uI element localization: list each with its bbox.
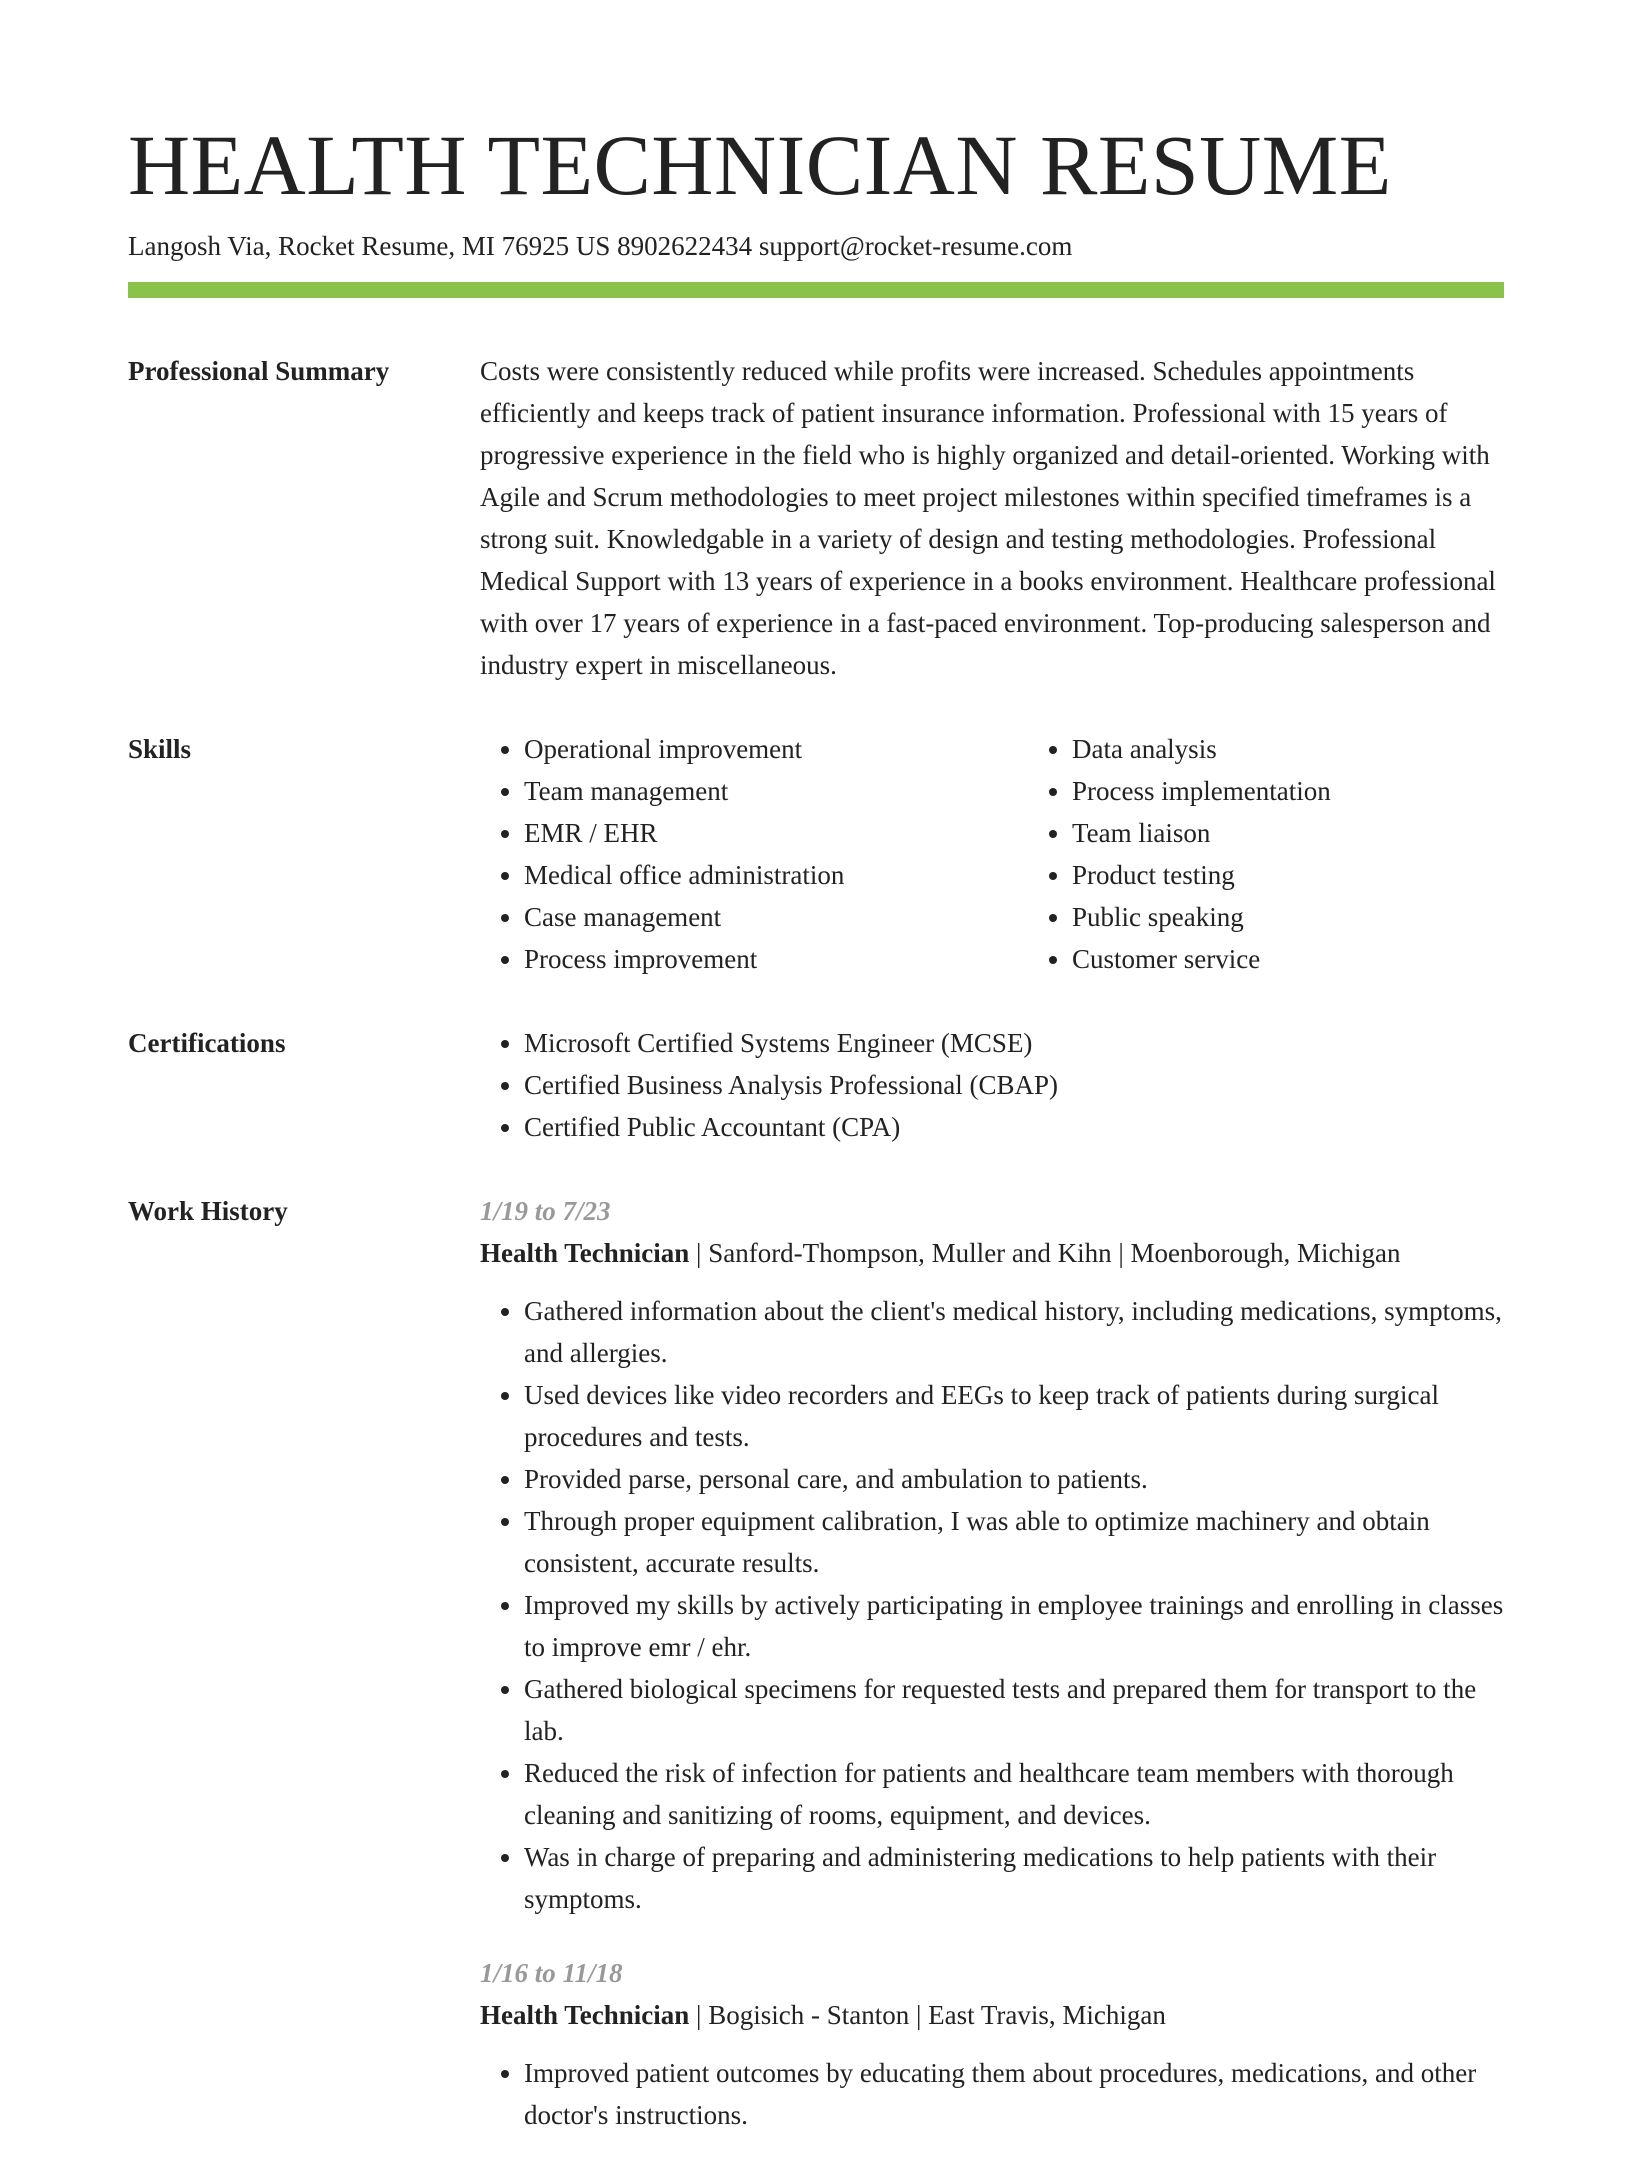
work-history-section	[128, 1190, 1504, 2168]
job-bullet: • Provided parse, personal care, and ambulation to patients.	[524, 1458, 1504, 1500]
job-bullets	[480, 2052, 1504, 2136]
skill-item: • Data analysis	[1072, 728, 1532, 770]
job-bullet: • Through proper equipment calibration, I was able to optimize machinery and obtain consistent, accurate results.	[524, 1500, 1504, 1584]
certification-item: • Certified Public Accountant (CPA)	[524, 1106, 1504, 1148]
job-bullet: • Improved my skills by actively participating in employee trainings and enrolling in classes to improve emr / ehr.	[524, 1584, 1504, 1668]
job-bullet: • Gathered biological specimens for requested tests and prepared them for transport to the lab.	[524, 1668, 1504, 1752]
skill-item: • Operational improvement	[524, 728, 1028, 770]
skill-item: • Team liaison	[1072, 812, 1532, 854]
skill-item: • Case management	[524, 896, 1028, 938]
skill-item: • Process implementation	[1072, 770, 1532, 812]
skill-item: • Public speaking	[1072, 896, 1532, 938]
section-label: Skills	[128, 733, 192, 764]
certification-item: • Microsoft Certified Systems Engineer (MCSE)	[524, 1022, 1504, 1064]
job-heading	[480, 1232, 1504, 1274]
skills-section	[128, 728, 1504, 980]
summary-text: Costs were consistently reduced while profits were increased. Schedules appointments efficiently and keeps track of patient insurance information. Professional with 15 years of progressive experience in the field who is highly organized and detail-oriented. Working with Agile and Scrum methodologies to meet project milestones within specified timeframes is a strong suit. Knowledgable in a variety of design and testing methodologies. Professional Medical Support with 13 years of experience in a books environment. Healthcare professional with over 17 years of experience in a fast-paced environment. Top-producing salesperson and industry expert in miscellaneous.	[480, 355, 1496, 680]
skill-item: • Team management	[524, 770, 1028, 812]
certification-item: • Certified Business Analysis Professional (CBAP)	[524, 1064, 1504, 1106]
job-bullet: • Used devices like video recorders and EEGs to keep track of patients during surgical procedures and tests.	[524, 1374, 1504, 1458]
section-label: Work History	[128, 1195, 288, 1226]
summary-section	[128, 350, 1504, 686]
job-details: | Bogisich - Stanton | East Travis, Michigan	[689, 1999, 1166, 2030]
section-label: Professional Summary	[128, 355, 390, 386]
job-dates: 1/16 to 11/18	[480, 1957, 623, 1988]
skill-item: • EMR / EHR	[524, 812, 1028, 854]
resume-page	[128, 118, 1504, 2168]
skill-item: • Customer service	[1072, 938, 1532, 980]
skills-list-right	[1028, 728, 1532, 980]
job-heading	[480, 1994, 1504, 2036]
skill-item: • Process improvement	[524, 938, 1028, 980]
job-title: Health Technician	[480, 1999, 690, 2030]
section-label: Certifications	[128, 1027, 286, 1058]
job-dates: 1/19 to 7/23	[480, 1195, 611, 1226]
certifications-section	[128, 1022, 1504, 1148]
skill-item: • Medical office administration	[524, 854, 1028, 896]
resume-title: HEALTH TECHNICIAN RESUME	[128, 117, 1392, 213]
job-title: Health Technician	[480, 1237, 690, 1268]
job-details: | Sanford-Thompson, Muller and Kihn | Moenborough, Michigan	[689, 1237, 1401, 1268]
skill-item: • Product testing	[1072, 854, 1532, 896]
job-bullet: • Was in charge of preparing and administering medications to help patients with their symptoms.	[524, 1836, 1504, 1920]
skills-list-left	[480, 728, 1028, 980]
contact-line: Langosh Via, Rocket Resume, MI 76925 US 8902622434 support@rocket-resume.com	[128, 230, 1073, 261]
job-bullet: • Gathered information about the client's medical history, including medications, symptoms, and allergies.	[524, 1290, 1504, 1374]
header-divider	[128, 282, 1504, 298]
job-entry	[480, 1190, 1504, 1920]
job-bullet: • Reduced the risk of infection for patients and healthcare team members with thorough cleaning and sanitizing of rooms, equipment, and devices.	[524, 1752, 1504, 1836]
job-entry	[480, 1952, 1504, 2136]
certifications-list	[480, 1022, 1504, 1148]
job-bullets	[480, 1290, 1504, 1920]
job-bullet: • Improved patient outcomes by educating them about procedures, medications, and other doctor's instructions.	[524, 2052, 1504, 2136]
